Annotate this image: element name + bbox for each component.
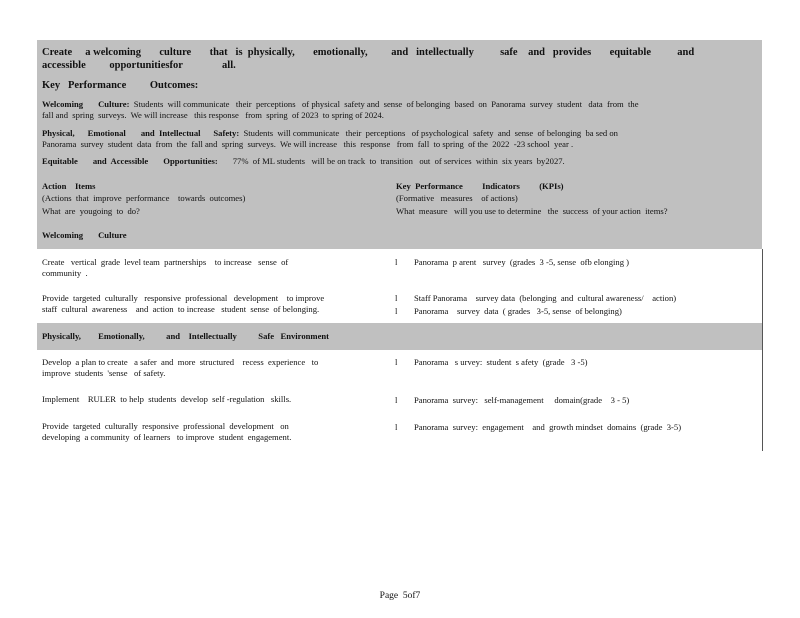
action-items-subheading: (Actions that improve performance towards outcomes) bbox=[42, 193, 246, 203]
bullet-icon: l bbox=[395, 422, 398, 432]
outcome-text: Students will communicate their perceptions of psychological safety and sense of belonging ba sed on bbox=[239, 128, 618, 138]
goal-statement-line-1: Create a welcoming culture that is physically, emotionally, and intellectually safe and provides equitable and bbox=[42, 47, 695, 58]
key-performance-outcomes-label: Key Performance Outcomes: bbox=[42, 80, 199, 91]
kpi-item-text: Panorama survey: engagement and growth mindset domains (grade 3-5) bbox=[414, 422, 682, 432]
action-item-text: developing a community of learners to improve student engagement. bbox=[42, 432, 292, 442]
action-items-question: What are yougoing to do? bbox=[42, 206, 140, 216]
goal-statement-line-2: accessible opportunitiesfor all. bbox=[42, 60, 236, 71]
action-item-text: Create vertical grade level team partnerships to increase sense of bbox=[42, 257, 289, 267]
kpi-subheading: (Formative measures of actions) bbox=[396, 193, 518, 203]
action-item-text: staff cultural awareness and action to increase student sense of belonging. bbox=[42, 304, 320, 314]
action-item-text: improve students 'sense of safety. bbox=[42, 368, 166, 378]
kpi-question: What measure will you use to determine the success of your action items? bbox=[396, 206, 668, 216]
section-title-welcoming-culture: Welcoming Culture bbox=[42, 230, 127, 240]
outcome-welcoming-culture-line-2: fall and spring surveys. We will increase this response from spring of 2023 to spring of 2024. bbox=[42, 110, 384, 120]
kpi-heading: Key Performance Indicators (KPIs) bbox=[396, 181, 564, 191]
action-item-text: Provide targeted culturally responsive professional development on bbox=[42, 421, 289, 431]
action-item-text: Provide targeted culturally responsive professional development to improve bbox=[42, 293, 325, 303]
outcome-label: Physical, Emotional and Intellectual Safety: bbox=[42, 128, 240, 138]
bullet-icon: l bbox=[395, 293, 398, 303]
bullet-icon: l bbox=[395, 257, 398, 267]
kpi-item-text: Staff Panorama survey data (belonging and cultural awareness/ action) bbox=[414, 293, 677, 303]
action-item-text: community . bbox=[42, 268, 88, 278]
kpi-item-text: Panorama p arent survey (grades 3 -5, sense ofb elonging ) bbox=[414, 257, 630, 267]
kpi-item-text: Panorama survey data ( grades 3-5, sense of belonging) bbox=[414, 306, 622, 316]
outcome-physical-emotional-safety bbox=[42, 128, 618, 138]
action-item-text: Develop a plan to create a safer and more structured recess experience to bbox=[42, 357, 319, 367]
kpi-item-text: Panorama s urvey: student s afety (grade 3 -5) bbox=[414, 357, 588, 367]
bullet-icon: l bbox=[395, 306, 398, 316]
section-title-physical-safety: Physically, Emotionally, and Intellectually Safe Environment bbox=[42, 331, 330, 341]
outcome-label: Equitable and Accessible Opportunities: bbox=[42, 156, 218, 166]
outcome-label: Welcoming Culture: bbox=[42, 99, 130, 109]
action-items-heading: Action Items bbox=[42, 181, 96, 191]
outcome-welcoming-culture bbox=[42, 99, 639, 109]
kpi-item-text: Panorama survey: self-management domain(grade 3 - 5) bbox=[414, 395, 630, 405]
page-number: Page 5of7 bbox=[379, 591, 421, 601]
bullet-icon: l bbox=[395, 395, 398, 405]
bullet-icon: l bbox=[395, 357, 398, 367]
outcome-text: 77% of ML students will be on track to transition out of services within six years by2027. bbox=[217, 156, 565, 166]
outcome-physical-emotional-safety-line-2: Panorama survey student data from the fall and spring surveys. We will increase this response from fall to spring of the 2022 -23 school year . bbox=[42, 139, 574, 149]
outcome-text: Students will communicate their perceptions of physical safety and sense of belonging based on Panorama survey student data from the bbox=[129, 99, 639, 109]
outcome-equitable-opportunities bbox=[42, 156, 565, 166]
action-item-text: Implement RULER to help students develop self -regulation skills. bbox=[42, 394, 292, 404]
